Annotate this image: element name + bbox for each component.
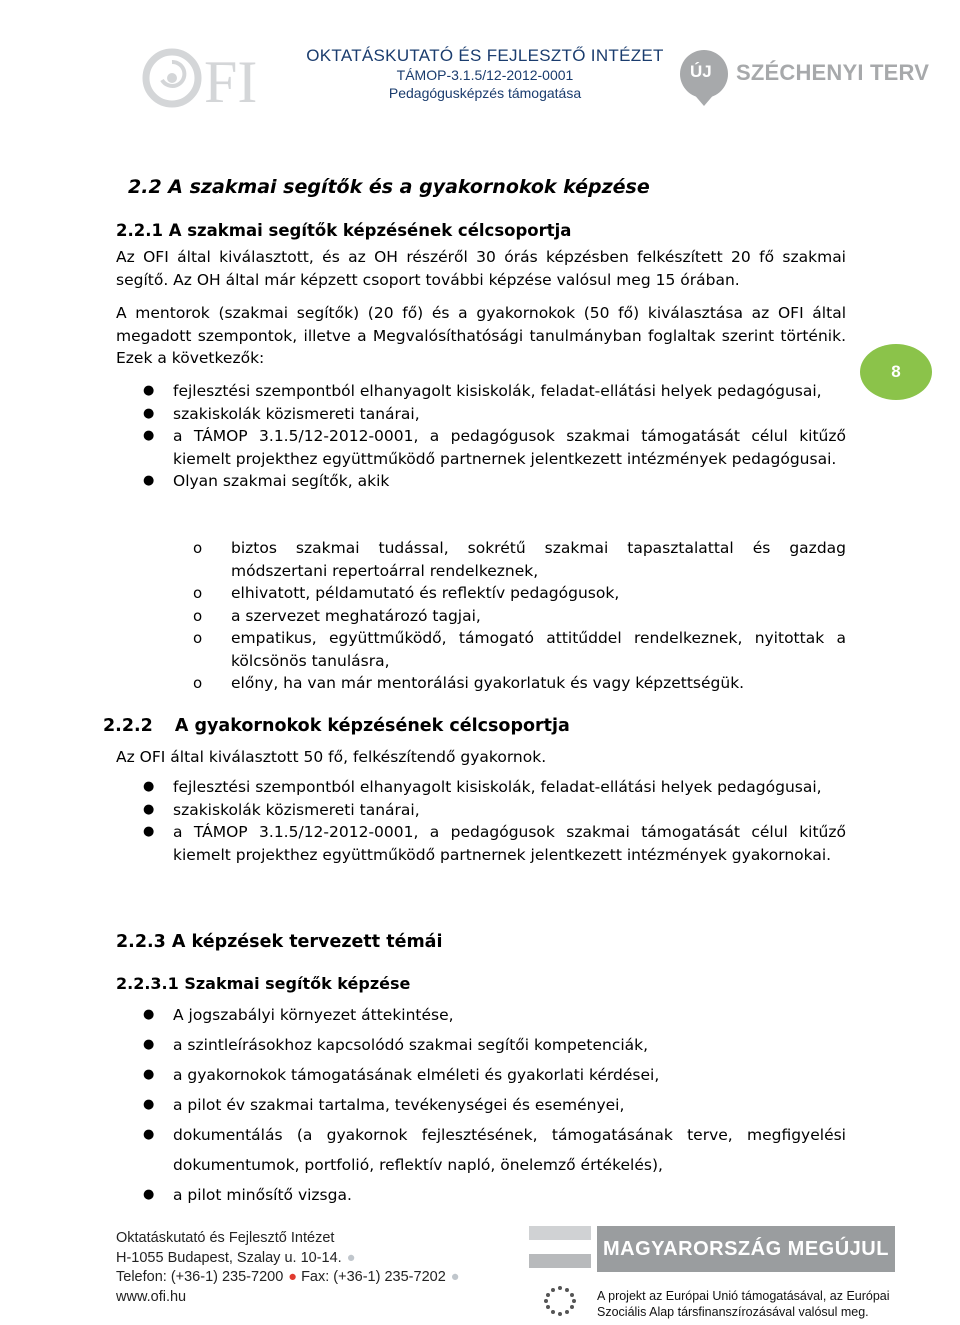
bullet-icon: ●: [143, 473, 155, 488]
dot-icon: ●: [288, 1269, 298, 1285]
bullet-list-2-2-1: [143, 380, 846, 493]
eu-flag-icon: [529, 1280, 591, 1322]
header-titles: [300, 46, 670, 102]
circle-bullet-icon: o: [193, 629, 203, 647]
list-item: ● a TÁMOP 3.1.5/12-2012-0001, a pedagógusok szakmai támogatását célul kitűző kiemelt projekthez együttműködő partnernek jelentkezett intézmények gyakornokai.: [143, 823, 846, 864]
section-heading-2-2: 2.2 A szakmai segítők és a gyakornokok képzése: [128, 176, 650, 198]
bullet-icon: ●: [143, 1187, 155, 1202]
footer-website[interactable]: www.ofi.hu: [116, 1288, 187, 1305]
section-heading-2-2-1: 2.2.1 A szakmai segítők képzésének célcsoportja: [116, 221, 572, 240]
list-item: ● a pilot év szakmai tartalma, tevékenységei és eseményei,: [173, 1090, 846, 1120]
bullet-icon: ●: [143, 405, 155, 421]
footer-address-line: H-1055 Budapest, Szalay u. 10-14. ●: [116, 1249, 356, 1266]
bullet-icon: ●: [143, 1037, 155, 1052]
list-item: ● A jogszabályi környezet áttekintése,: [173, 1000, 846, 1030]
list-item: ● szakiskolák közismereti tanárai,: [173, 403, 846, 426]
circle-bullet-icon: o: [193, 674, 203, 692]
bullet-icon: ●: [143, 428, 155, 443]
header-project: TÁMOP-3.1.5/12-2012-0001: [396, 67, 574, 83]
bullet-list-2-2-2: [143, 776, 846, 866]
list-item: o empatikus, együttműködő, támogató attitűddel rendelkeznek, nyitottak a kölcsönös tanulásra,: [193, 629, 846, 670]
footer-address: [116, 1229, 460, 1307]
dot-icon: ●: [450, 1269, 460, 1285]
circle-bullet-icon: o: [193, 584, 203, 602]
circle-bullet-icon: o: [193, 539, 203, 557]
section-heading-2-2-3-1: 2.2.3.1 Szakmai segítők képzése: [116, 974, 411, 993]
paragraph-2-2-1-b: A mentorok (szakmai segítők) (20 fő) és a gyakornokok (50 fő) kiválasztása az OFI által megadott szempontok, illetve a Megvalósíthatósági tanulmányban foglaltak szerint történik. Ezek a következők:: [116, 304, 846, 367]
list-item: ● a szintleírásokhoz kapcsolódó szakmai segítői kompetenciák,: [173, 1030, 846, 1060]
header-subtitle: Pedagógusképzés támogatása: [388, 85, 582, 101]
list-item: ● a TÁMOP 3.1.5/12-2012-0001, a pedagógusok szakmai támogatását célul kitűző kiemelt projekthez együttműködő partnernek jelentkezett intézmények pedagógusai.: [143, 427, 846, 468]
bullet-icon: ●: [143, 779, 155, 794]
footer-org: Oktatáskutató és Fejlesztő Intézet: [116, 1230, 335, 1246]
bullet-icon: ●: [143, 383, 155, 398]
list-item: ● fejlesztési szempontból elhanyagolt kisiskolák, feladat-ellátási helyek pedagógusai,: [173, 380, 846, 403]
header-org: OKTATÁSKUTATÓ ÉS FEJLESZTŐ INTÉZET: [306, 46, 664, 65]
eu-funding-note: A projekt az Európai Unió támogatásával, az Európai Szociális Alap társfinanszírozásával valósul meg.: [597, 1289, 890, 1319]
list-item: o előny, ha van már mentorálási gyakorlatuk és vagy képzettségük.: [231, 672, 846, 695]
uj-label: ÚJ: [690, 62, 712, 81]
list-item: o a szervezet meghatározó tagjai,: [231, 605, 846, 628]
bullet-list-2-2-3-1: [143, 1000, 846, 1210]
paragraph-2-2-2: Az OFI által kiválasztott 50 fő, felkészítendő gyakornok.: [116, 748, 547, 766]
bullet-icon: ●: [143, 824, 155, 839]
list-item: ● fejlesztési szempontból elhanyagolt kisiskolák, feladat-ellátási helyek pedagógusai,: [173, 776, 846, 799]
section-heading-2-2-3: 2.2.3 A képzések tervezett témái: [116, 932, 443, 952]
magyarorszag-megujul-banner: MAGYARORSZÁG MEGÚJUL: [597, 1226, 895, 1272]
bullet-icon: ●: [143, 1007, 155, 1022]
list-item: ● szakiskolák közismereti tanárai,: [173, 799, 846, 822]
list-item: o elhivatott, példamutató és reflektív pedagógusok,: [231, 582, 846, 605]
section-heading-2-2-2: 2.2.2 A gyakornokok képzésének célcsoportja: [103, 716, 570, 736]
ofi-logo: [142, 40, 272, 115]
szechenyi-logo-text: SZÉCHENYI TERV: [736, 60, 930, 85]
bullet-icon: ●: [143, 1127, 155, 1142]
footer-phone-line: Telefon: (+36-1) 235-7200 ● Fax: (+36-1) 235-7202 ●: [116, 1269, 460, 1285]
list-item: ● dokumentálás (a gyakornok fejlesztésének, támogatásának terve, megfigyelési dokumentumok, portfolió, reflektív napló, önelemző értékelés),: [173, 1120, 846, 1180]
sub-bullet-list: [193, 537, 846, 695]
hungarian-flag-icon: [529, 1226, 591, 1268]
paragraph-2-2-1-a: Az OFI által kiválasztott, és az OH részéről 30 órás képzésben felkészített 20 fő szakmai segítő. Az OH által már képzett csoport további képzése valósul meg 15 órában.: [116, 248, 846, 289]
bullet-icon: ●: [143, 1097, 155, 1112]
bullet-icon: ●: [143, 1067, 155, 1082]
bullet-icon: ●: [143, 801, 155, 817]
list-item: ● Olyan szakmai segítők, akik: [173, 470, 846, 493]
dot-icon: ●: [346, 1249, 356, 1266]
list-item: o biztos szakmai tudással, sokrétű szakmai tapasztalattal és gazdag módszertani repertoárral rendelkeznek,: [193, 539, 846, 580]
list-item: ● a pilot minősítő vizsga.: [173, 1180, 846, 1210]
svg-text:FI: FI: [204, 49, 258, 115]
page-number: 8: [860, 344, 932, 400]
circle-bullet-icon: o: [193, 606, 203, 625]
list-item: ● a gyakornokok támogatásának elméleti és gyakorlati kérdései,: [173, 1060, 846, 1090]
